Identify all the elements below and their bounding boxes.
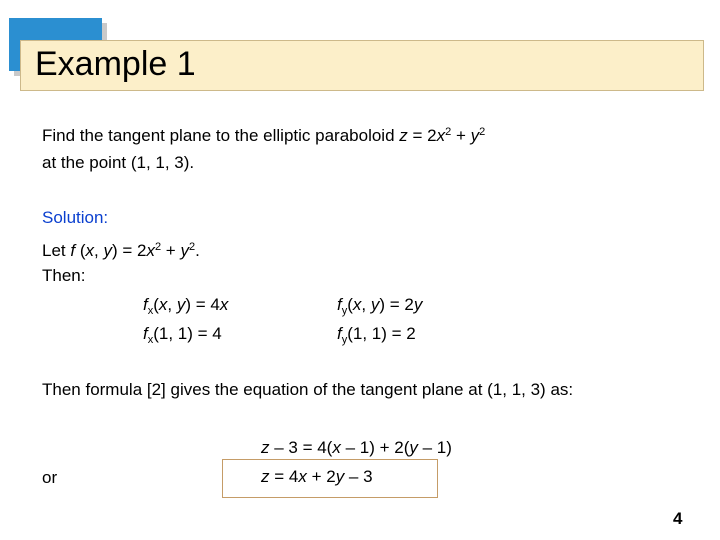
problem-text: Find the tangent plane to the elliptic paraboloid $z = 2x^2 + y^2$ <box>42 126 486 145</box>
fx-general: $f_x(x$, y) = 4x <box>143 295 229 317</box>
problem-line-2: at the point (1, 1, 3). <box>42 153 195 172</box>
solution-heading: Solution: <box>42 208 109 227</box>
fx-value: $f_x(1$, 1) = 4 <box>143 324 222 346</box>
then-label: Then: <box>42 266 86 285</box>
formula-line: Then formula [2] gives the equation of the tangent plane at (1, 1, 3) as: <box>42 380 574 399</box>
problem-line-1 <box>42 122 485 146</box>
page-number: 4 <box>673 509 683 528</box>
fy-general: $f_y(x$, y) = 2y <box>337 295 423 317</box>
equation-point-slope: z – 3 = 4(x – 1) + 2(y – 1) <box>261 438 452 457</box>
fy-value: $f_y(1$, 1) = 2 <box>337 324 416 346</box>
or-label: or <box>42 468 58 487</box>
let-line: Let f (x, $y) = 2x^2 + y^2$. <box>42 241 200 260</box>
slide-title: Example 1 <box>35 45 196 83</box>
equation-answer: z = 4x + 2y – 3 <box>261 467 373 486</box>
